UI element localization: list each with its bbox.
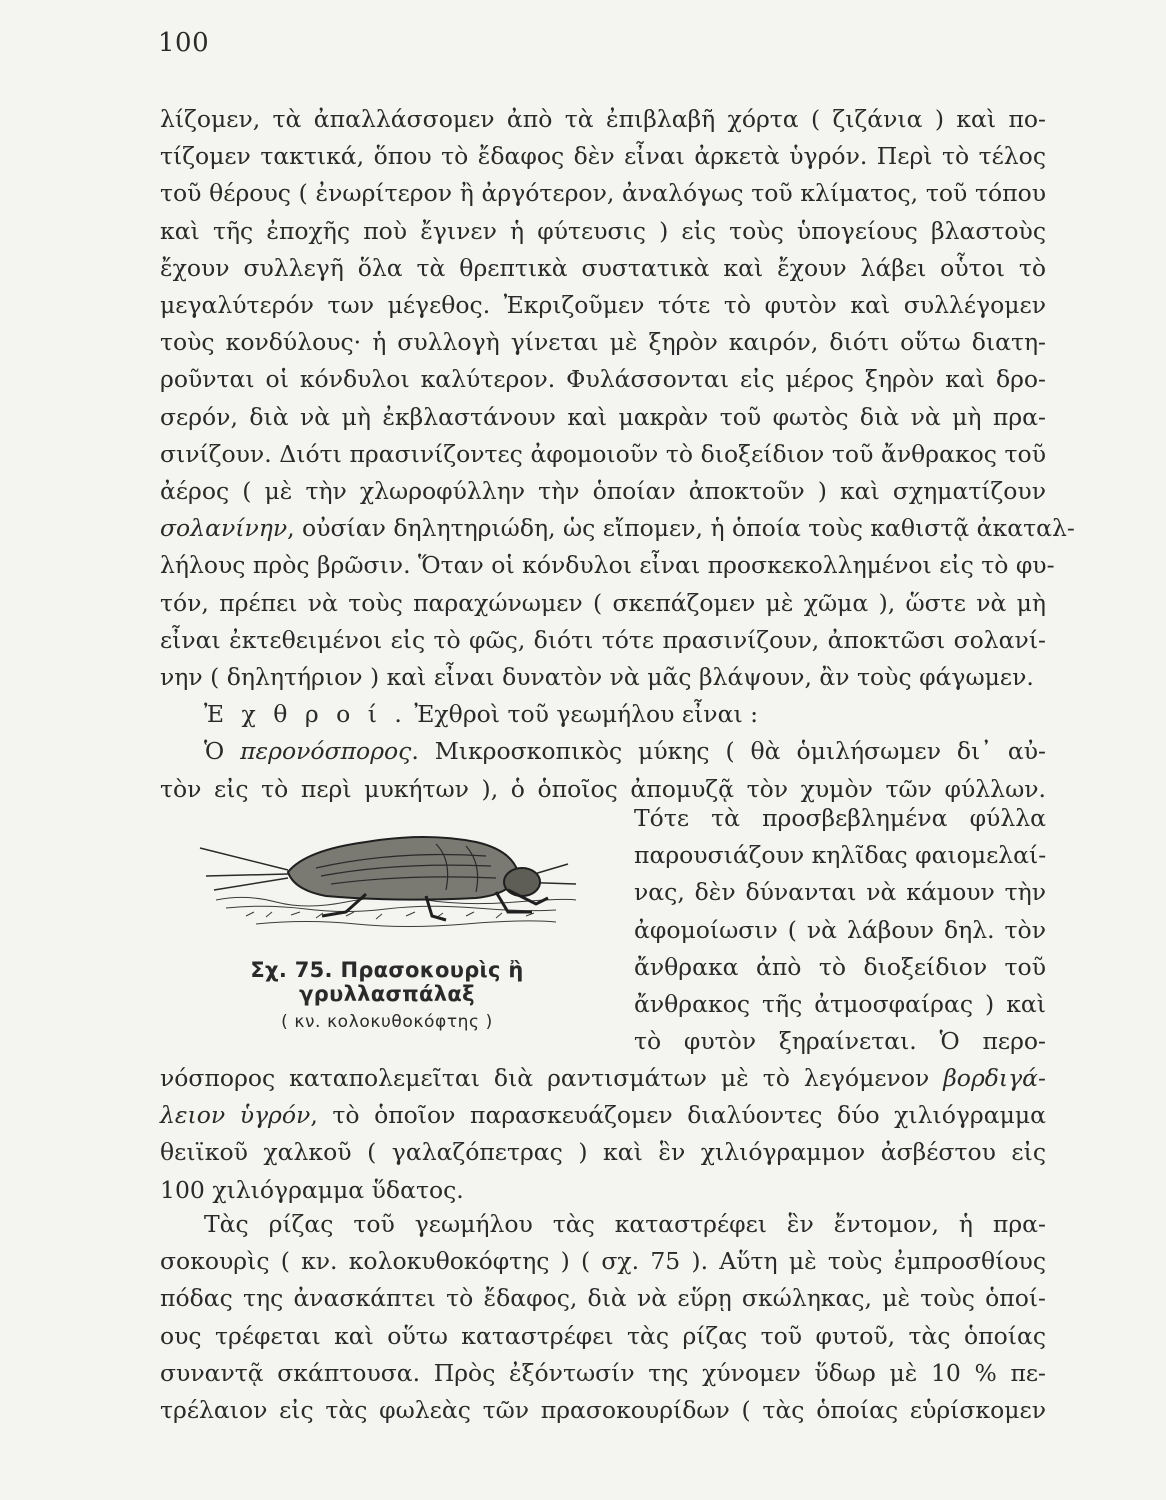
text-line: λήλους πρὸς βρῶσιν. Ὅταν οἱ κόνδυλοι εἶναι προσκεκολλημένοι εἰς τὸ φυ- (160, 551, 1055, 580)
text-fragment: , οὐσίαν δηλητηριώδη, ὡς εἴπομεν, ἡ ὁποία τοὺς καθιστᾷ ἀκαταλ- (287, 514, 1075, 543)
text-line: 100 χιλιόγραμμα ὕδατος. (160, 1175, 464, 1204)
text-line: λίζομεν, τὰ ἀπαλλάσσομεν ἀπὸ τὰ ἐπιβλαβῆ χόρτα ( ζιζάνια ) καὶ πο- (160, 105, 1046, 133)
enemies-line (160, 696, 1046, 733)
text-line (160, 733, 1046, 770)
caption-title: Σχ. 75. Πρασοκουρὶς ἢ γρυλλασπάλαξ (250, 958, 524, 1006)
text-line: τρέλαιον εἰς τὰς φωλεὰς τῶν πρασοκουρίδων ( τὰς ὁποίας εὑρίσκομεν (160, 1396, 1046, 1425)
caption-subtitle: ( κν. κολοκυθοκόφτης ) (281, 1012, 493, 1032)
paragraph-treatment (160, 1060, 1046, 1209)
wrapped-paragraph (634, 800, 1046, 1060)
text-line: σινίζουν. Διότι πρασινίζοντες ἀφομοιοῦν τὸ διοξείδιον τοῦ ἄνθρακος τοῦ (160, 439, 1046, 468)
text-line: ἀφομοίωσιν ( νὰ λάβουν δηλ. τὸν (634, 915, 1046, 944)
text-line: ἄνθρακος τῆς ἀτμοσφαίρας ) καὶ (634, 990, 1046, 1019)
solanine-term: σολανίνην (160, 514, 288, 543)
mole-cricket-illustration (196, 820, 586, 935)
paragraph-mole-cricket (160, 1206, 1046, 1429)
text-line: νην ( δηλητήριον ) καὶ εἶναι δυνατὸν νὰ μᾶς βλάψουν, ἂν τοὺς φάγωμεν. (160, 663, 1034, 692)
text-line: εἶναι ἐκτεθειμένοι εἰς τὸ φῶς, διότι τότε πρασινίζουν, ἀποκτῶσι σολανί- (160, 625, 1046, 654)
text-fragment: , τὸ ὁποῖον παρασκευάζομεν διαλύοντες δύο χιλιόγραμμα (310, 1101, 1047, 1130)
page-number: 100 (158, 28, 210, 58)
text-line: συναντᾷ σκάπτουσα. Πρὸς ἐξόντωσίν της χύνομεν ὕδωρ μὲ 10 % πε- (160, 1358, 1046, 1387)
text-line: τίζομεν τακτικά, ὅπου τὸ ἔδαφος δὲν εἶναι ἀρκετὰ ὑγρόν. Περὶ τὸ τέλος (160, 142, 1046, 171)
text-line: ἄνθρακα ἀπὸ τὸ διοξείδιον τοῦ (634, 952, 1046, 981)
mole-cricket-figure (196, 820, 586, 935)
text-line: ροῦνται οἱ κόνδυλοι καλύτερον. Φυλάσσονται εἰς μέρος ξηρὸν καὶ δρο- (160, 365, 1046, 394)
text-line: ἀέρος ( μὲ τὴν χλωροφύλλην τὴν ὁποίαν ἀποκτοῦν ) καὶ σχηματίζουν (160, 477, 1046, 506)
text-line (160, 1097, 1046, 1134)
paragraph-harvest (160, 101, 1075, 808)
text-line: τοὺς κονδύλους· ἡ συλλογὴ γίνεται μὲ ξηρὸν καιρόν, διότι οὕτω διατη- (160, 328, 1046, 357)
enemies-text: Ἐχθροὶ τοῦ γεωμήλου εἶναι : (414, 700, 759, 729)
bordeaux-term: λειον ὑγρόν (160, 1101, 311, 1130)
text-fragment: . Μικροσκοπικὸς μύκης ( θὰ ὁμιλήσωμεν δι᾽ αὐ- (411, 737, 1046, 766)
text-line: πόδας της ἀνασκάπτει τὸ ἔδαφος, διὰ νὰ εὕρῃ σκώληκας, μὲ τοὺς ὁποί- (160, 1284, 1046, 1313)
text-line: παρουσιάζουν κηλῖδας φαιομελαί- (634, 841, 1047, 870)
bordeaux-term: βορδιγά- (943, 1064, 1046, 1092)
text-line: τὸν εἰς τὸ περὶ μυκήτων ), ὁ ὁποῖος ἀπομυζᾷ τὸν χυμὸν τῶν φύλλων. (160, 774, 1046, 803)
text-line: τὸ φυτὸν ξηραίνεται. Ὁ περο- (634, 1027, 1046, 1056)
text-line: νας, δὲν δύνανται νὰ κάμουν τὴν (634, 878, 1046, 907)
enemies-heading: Ἐ χ θ ρ ο ί . (204, 700, 407, 729)
text-line (160, 1060, 1046, 1097)
text-fragment: Ὁ (204, 737, 241, 766)
text-line (160, 510, 1075, 547)
text-line: μεγαλύτερόν των μέγεθος. Ἐκριζοῦμεν τότε τὸ φυτὸν καὶ συλλέγομεν (160, 291, 1046, 320)
text-line: ους τρέφεται καὶ οὕτω καταστρέφει τὰς ρίζας τοῦ φυτοῦ, τὰς ὁποίας (160, 1321, 1046, 1350)
text-line: τόν, πρέπει νὰ τοὺς παραχώνωμεν ( σκεπάζομεν μὲ χῶμα ), ὥστε νὰ μὴ (160, 588, 1046, 617)
text-line: Τὰς ρίζας τοῦ γεωμήλου τὰς καταστρέφει ἓν ἔντομον, ἡ πρα- (204, 1210, 1046, 1238)
text-line: θειϊκοῦ χαλκοῦ ( γαλαζόπετρας ) καὶ ἓν χιλιόγραμμον ἀσβέστου εἰς (160, 1138, 1046, 1167)
peronospora-term: περονόσπορος (240, 737, 412, 766)
text-line: ἔχουν συλλεγῆ ὅλα τὰ θρεπτικὰ συστατικὰ καὶ ἔχουν λάβει οὗτοι τὸ (160, 253, 1046, 282)
text-line: Τότε τὰ προσβεβλημένα φύλλα (634, 804, 1046, 832)
figure-caption (160, 958, 614, 1032)
text-line: σερόν, διὰ νὰ μὴ ἐκβλαστάνουν καὶ μακρὰν τοῦ φωτὸς διὰ νὰ μὴ πρα- (160, 402, 1046, 431)
cricket-body (288, 837, 518, 900)
text-line: τοῦ θέρους ( ἐνωρίτερον ἢ ἀργότερον, ἀναλόγως τοῦ κλίματος, τοῦ τόπου (160, 179, 1046, 208)
text-line: καὶ τῆς ἐποχῆς ποὺ ἔγινεν ἡ φύτευσις ) εἰς τοὺς ὑπογείους βλαστοὺς (160, 216, 1046, 245)
text-line: σοκουρὶς ( κν. κολοκυθοκόφτης ) ( σχ. 75 ). Αὕτη μὲ τοὺς ἐμπροσθίους (160, 1247, 1046, 1276)
text-fragment: νόσπορος καταπολεμεῖται διὰ ραντισμάτων μὲ τὸ λεγόμενον (160, 1064, 944, 1092)
